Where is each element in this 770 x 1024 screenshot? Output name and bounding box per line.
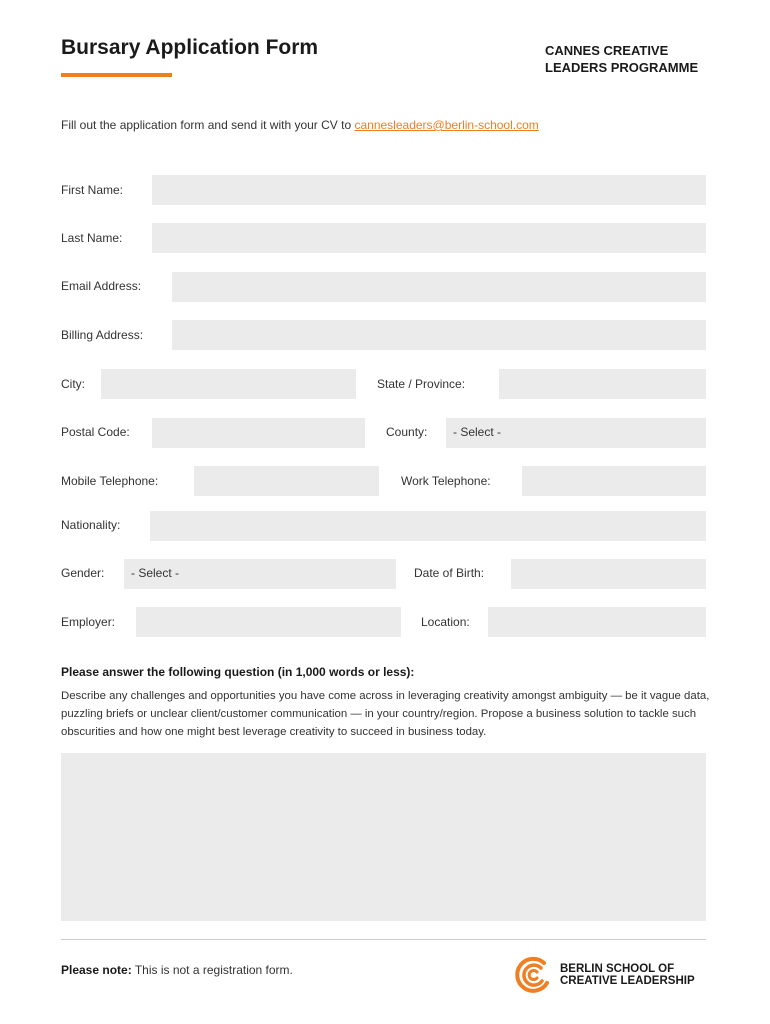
billing-address-label: Billing Address:	[61, 328, 144, 342]
gender-label: Gender:	[61, 566, 105, 580]
last-name-label: Last Name:	[61, 231, 123, 245]
date-of-birth-label: Date of Birth:	[414, 566, 485, 580]
last-name-field[interactable]	[152, 223, 706, 253]
brand-line-1: CANNES CREATIVE	[545, 43, 669, 58]
footer-divider	[61, 939, 706, 940]
nationality-label: Nationality:	[61, 518, 121, 532]
title-underline	[61, 73, 172, 77]
logo-line-1: BERLIN SCHOOL OF	[560, 963, 675, 975]
note-bold: Please note:	[61, 963, 132, 977]
nationality-field[interactable]	[150, 511, 706, 541]
page-title: Bursary Application Form	[61, 36, 319, 59]
first-name-field[interactable]	[152, 175, 706, 205]
county-label: County:	[386, 425, 428, 439]
footer-note	[61, 963, 293, 977]
intro-text	[61, 118, 539, 132]
swirl-logo-icon	[514, 955, 554, 995]
gender-select[interactable]: - Select -	[124, 559, 396, 589]
school-logo-text	[560, 963, 695, 987]
postal-code-label: Postal Code:	[61, 425, 130, 439]
logo-line-2: CREATIVE LEADERSHIP	[560, 975, 695, 987]
email-label: Email Address:	[61, 279, 142, 293]
question-heading: Please answer the following question (in 1,000 words or less):	[61, 665, 415, 679]
mobile-telephone-field[interactable]	[194, 466, 379, 496]
intro-text-body: Fill out the application form and send it with your CV to	[61, 118, 355, 132]
answer-textarea[interactable]	[61, 753, 706, 921]
city-label: City:	[61, 377, 85, 391]
employer-label: Employer:	[61, 615, 116, 629]
work-telephone-label: Work Telephone:	[401, 474, 491, 488]
state-province-field[interactable]	[499, 369, 706, 399]
first-name-label: First Name:	[61, 183, 124, 197]
billing-address-field[interactable]	[172, 320, 706, 350]
email-field[interactable]	[172, 272, 706, 302]
state-province-label: State / Province:	[377, 377, 466, 391]
date-of-birth-field[interactable]	[511, 559, 706, 589]
county-select[interactable]: - Select -	[446, 418, 706, 448]
city-field[interactable]	[101, 369, 356, 399]
email-link[interactable]: cannesleaders@berlin-school.com	[354, 118, 539, 132]
postal-code-field[interactable]	[152, 418, 365, 448]
note-text: This is not a registration form.	[131, 963, 293, 977]
question-body: Describe any challenges and opportunities you have come across in leveraging creativity amongst ambiguity — be it vague data, puzzling briefs or unclear client/customer communication — in your country/region. Propose a business solution to tackle such obscurities and how one might best leverage creativity to succeed in business today.	[61, 690, 710, 738]
work-telephone-field[interactable]	[522, 466, 706, 496]
employer-field[interactable]	[136, 607, 401, 637]
programme-brand	[545, 42, 698, 76]
mobile-telephone-label: Mobile Telephone:	[61, 474, 159, 488]
location-field[interactable]	[488, 607, 706, 637]
location-label: Location:	[421, 615, 470, 629]
brand-line-2: LEADERS PROGRAMME	[545, 60, 699, 75]
